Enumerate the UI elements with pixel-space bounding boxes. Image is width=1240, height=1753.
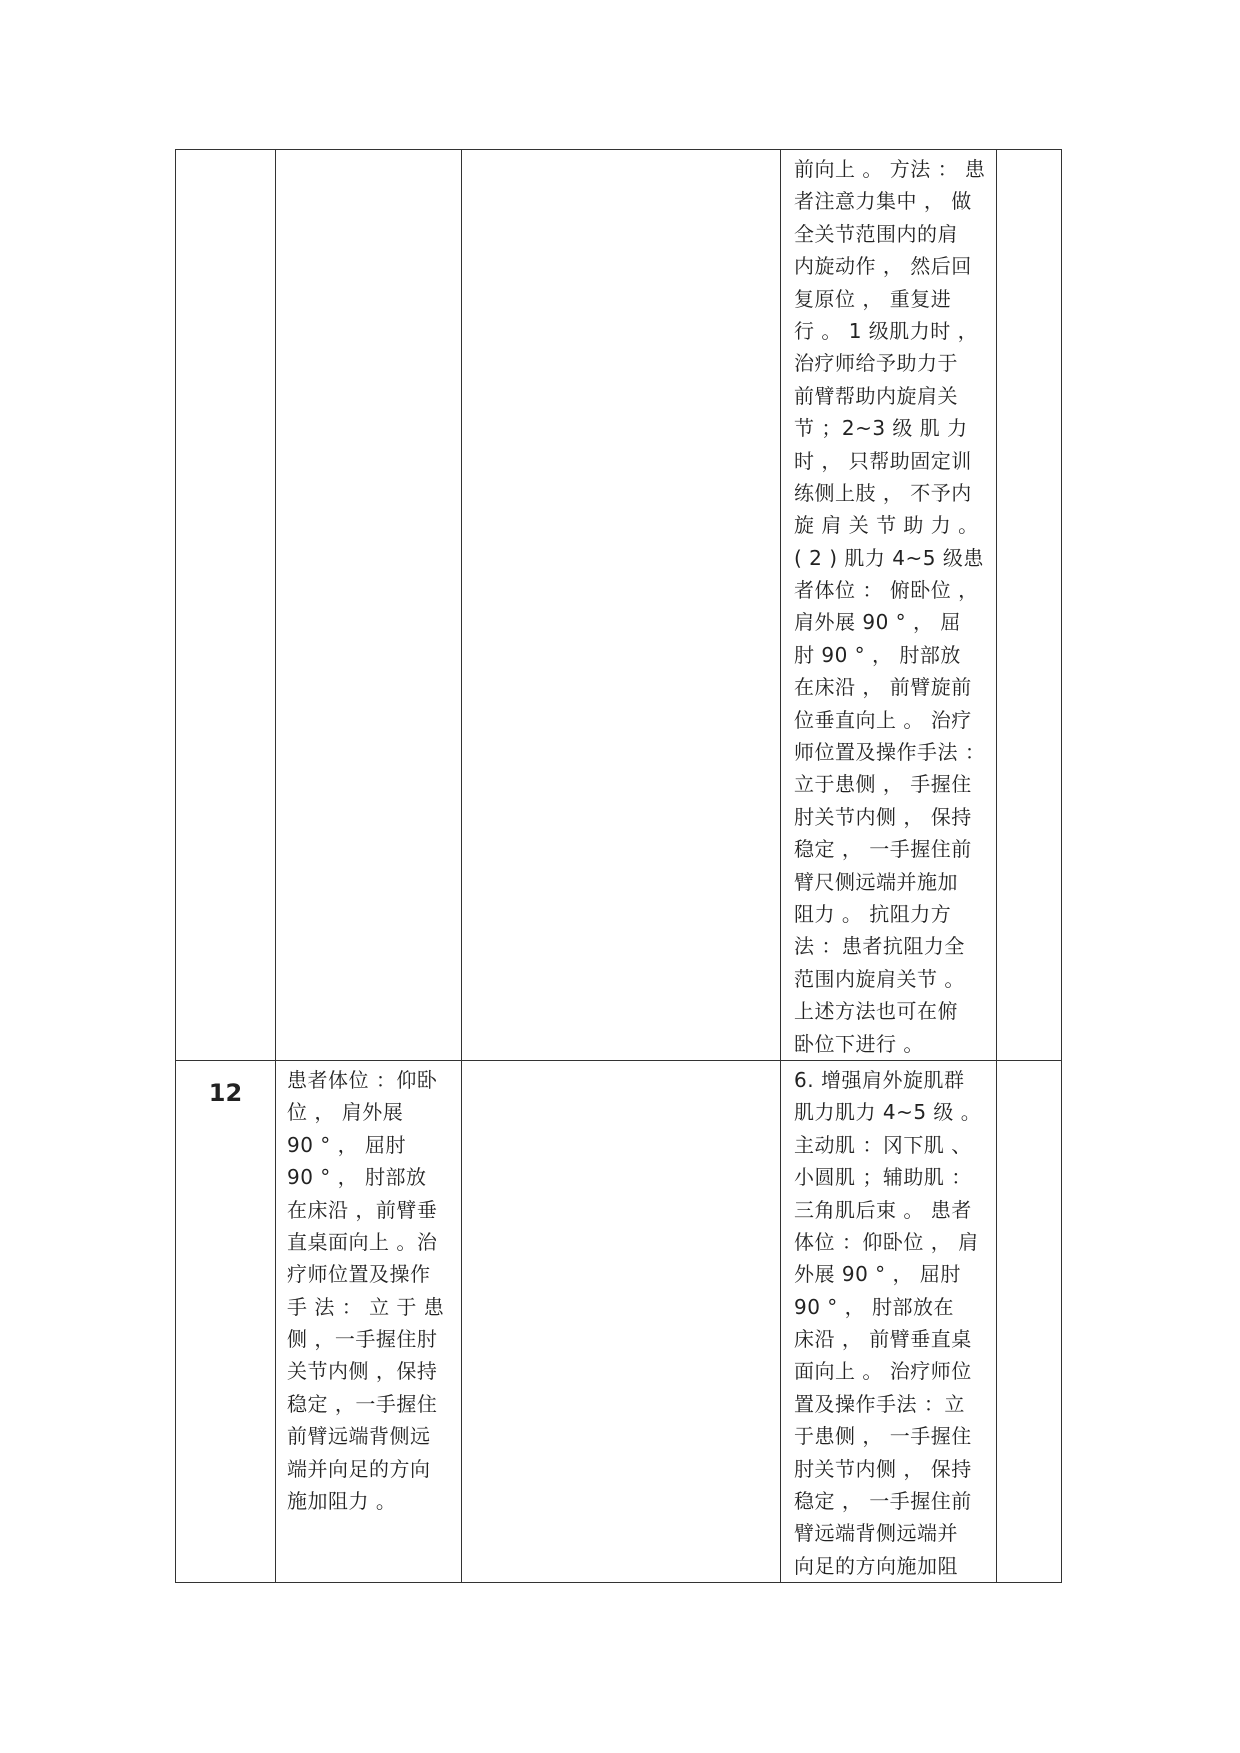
text-line: 臂远端背侧远端并	[794, 1521, 958, 1546]
text-line: 者注意力集中 ， 做	[794, 189, 972, 214]
text-line: 位 ， 肩外展	[287, 1100, 404, 1125]
text-line: 时 ， 只帮助固定训	[794, 448, 972, 473]
text-line: 于患侧 ， 一手握住	[794, 1424, 972, 1449]
row-number-cell	[176, 1060, 276, 1582]
notes-cell	[997, 1060, 1062, 1582]
text-line: 患者体位 ：仰卧	[287, 1067, 438, 1092]
text-line: 复原位 ， 重复进	[794, 286, 952, 311]
text-line: 内旋动作 ， 然后回	[794, 254, 972, 279]
text-line: 肘 90 ° ， 肘部放	[794, 642, 961, 667]
text-line: 前臂帮助内旋肩关	[794, 383, 958, 408]
text-line: 6. 增强肩外旋肌群	[794, 1067, 965, 1092]
posture-cell	[276, 150, 462, 1061]
text-line: 肘关节内侧 ， 保持	[794, 804, 972, 829]
empty-cell	[462, 150, 781, 1061]
content-table	[175, 149, 1062, 1583]
method-text	[781, 150, 996, 1060]
text-line: 体位 ：仰卧位 ， 肩	[794, 1229, 979, 1254]
text-line: 床沿 ， 前臂垂直桌	[794, 1327, 972, 1352]
text-line: 向足的方向施加阻	[794, 1553, 958, 1578]
text-line: 在床沿 ，前臂垂	[287, 1197, 438, 1222]
notes-cell	[997, 150, 1062, 1061]
text-line: 三角肌后束 。 患者	[794, 1197, 972, 1222]
text-line: 上述方法也可在俯	[794, 999, 958, 1024]
text-line: 稳定 ， 一手握住前	[794, 1489, 972, 1514]
text-line: 面向上 。 治疗师位	[794, 1359, 972, 1384]
row-number	[176, 150, 275, 168]
text-line: 治疗师给予助力于	[794, 351, 958, 376]
text-line: ( 2 ) 肌力 4~5 级患	[794, 545, 984, 570]
text-line: 手 法 ： 立 于 患	[287, 1294, 445, 1319]
text-line: 关节内侧 ，保持	[287, 1359, 438, 1384]
text-line: 肘关节内侧 ， 保持	[794, 1456, 972, 1481]
text-line: 臂尺侧远端并施加	[794, 869, 958, 894]
table-row	[176, 1060, 1062, 1582]
method-text	[781, 1061, 996, 1582]
text-line: 施加阻力 。	[287, 1489, 397, 1514]
posture-text	[276, 1061, 461, 1517]
text-line: 范围内旋肩关节 。	[794, 966, 965, 991]
text-line: 旋 肩 关 节 助 力 。	[794, 513, 979, 538]
text-line: 位垂直向上 。 治疗	[794, 707, 972, 732]
text-line: 阻力 。 抗阻力方	[794, 901, 952, 926]
text-line: 小圆肌 ；辅助肌 ：	[794, 1165, 972, 1190]
method-cell	[781, 1060, 997, 1582]
text-line: 外展 90 ° ， 屈肘	[794, 1262, 961, 1287]
text-line: 端并向足的方向	[287, 1456, 431, 1481]
row-number: 12	[208, 1078, 243, 1107]
text-line: 行 。 1 级肌力时 ，	[794, 318, 979, 343]
text-line: 稳定 ，一手握住	[287, 1391, 438, 1416]
text-line: 立于患侧 ， 手握住	[794, 772, 972, 797]
text-line: 法 ：患者抗阻力全	[794, 934, 965, 959]
text-line: 置及操作手法 ：立	[794, 1391, 965, 1416]
text-line: 前臂远端背侧远	[287, 1424, 431, 1449]
text-line: 师位置及操作手法 ：	[794, 740, 986, 765]
empty-cell	[462, 1060, 781, 1582]
text-line: 者体位 ： 俯卧位 ，	[794, 578, 979, 603]
text-line: 在床沿 ， 前臂旋前	[794, 675, 972, 700]
text-line: 90 ° ， 屈肘	[287, 1132, 407, 1157]
posture-text	[276, 150, 461, 153]
text-line: 练侧上肢 ， 不予内	[794, 480, 972, 505]
text-line: 直桌面向上 。治	[287, 1229, 438, 1254]
text-line: 卧位下进行 。	[794, 1031, 924, 1056]
text-line: 侧 ，一手握住肘	[287, 1327, 438, 1352]
table-row	[176, 150, 1062, 1061]
text-line: 前向上 。 方法 ： 患	[794, 157, 986, 181]
text-line: 90 ° ， 肘部放在	[794, 1294, 955, 1319]
text-line: 肩外展 90 ° ， 屈	[794, 610, 961, 635]
text-line: 稳定 ， 一手握住前	[794, 837, 972, 862]
text-line: 肌力肌力 4~5 级 。	[794, 1100, 982, 1125]
text-line: 90 ° ， 肘部放	[287, 1165, 427, 1190]
text-line: 疗师位置及操作	[287, 1262, 431, 1287]
posture-cell	[276, 1060, 462, 1582]
text-line: 节 ；2~3 级 肌 力	[794, 416, 968, 441]
text-line: 主动肌 ：冈下肌 、	[794, 1132, 972, 1157]
text-line: 全关节范围内的肩	[794, 221, 958, 246]
row-number-cell	[176, 150, 276, 1061]
method-cell	[781, 150, 997, 1061]
